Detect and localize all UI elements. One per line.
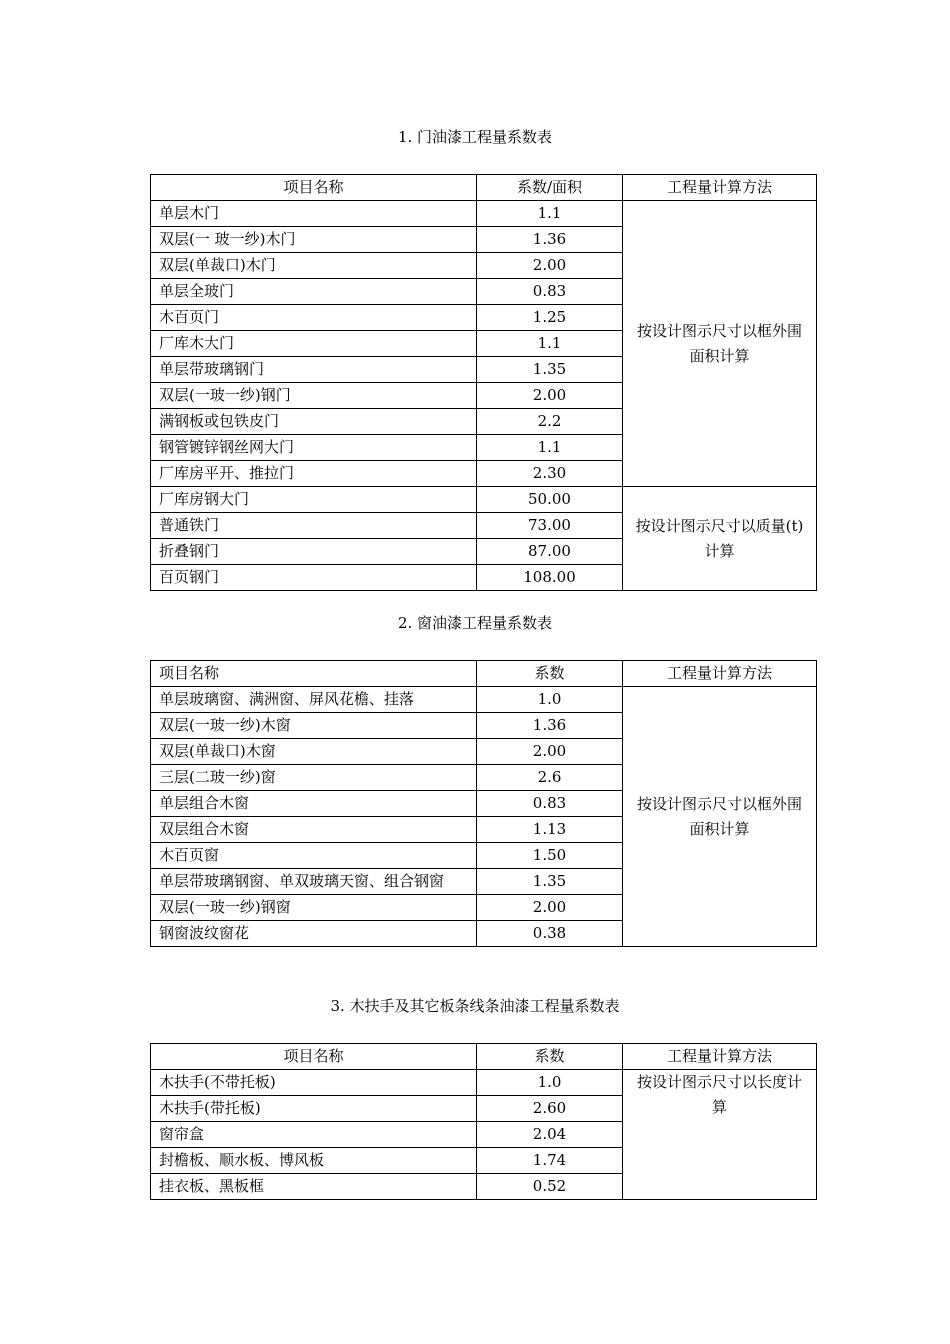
- item-name: 普通铁门: [151, 513, 477, 539]
- item-name: 木百页窗: [151, 843, 477, 869]
- coefficient: 1.35: [477, 869, 623, 895]
- coefficient: 0.38: [477, 921, 623, 947]
- calc-method: 按设计图示尺寸以框外围面积计算: [623, 687, 817, 947]
- table-header-row: [151, 1044, 817, 1070]
- coefficient: 1.25: [477, 305, 623, 331]
- coefficient: 1.13: [477, 817, 623, 843]
- item-name: 双层(一玻一纱)钢门: [151, 383, 477, 409]
- coefficient: 0.52: [477, 1174, 623, 1200]
- item-name: 双层(一玻一纱)木窗: [151, 713, 477, 739]
- item-name: 单层带玻璃钢窗、单双玻璃天窗、组合钢窗: [151, 869, 477, 895]
- item-name: 单层带玻璃钢门: [151, 357, 477, 383]
- item-name: 厂库木大门: [151, 331, 477, 357]
- item-name: 双层(一玻一纱)钢窗: [151, 895, 477, 921]
- header-item-name: 项目名称: [151, 1044, 477, 1070]
- header-method: 工程量计算方法: [623, 661, 817, 687]
- coefficient: 2.00: [477, 895, 623, 921]
- item-name: 单层木门: [151, 201, 477, 227]
- door-coefficient-table: [150, 174, 817, 591]
- header-coefficient: 系数: [477, 1044, 623, 1070]
- item-name: 挂衣板、黑板框: [151, 1174, 477, 1200]
- item-name: 封檐板、顺水板、博风板: [151, 1148, 477, 1174]
- window-coefficient-table: [150, 660, 817, 947]
- coefficient: 2.60: [477, 1096, 623, 1122]
- item-name: 三层(二玻一纱)窗: [151, 765, 477, 791]
- coefficient: 1.35: [477, 357, 623, 383]
- coefficient: 1.1: [477, 331, 623, 357]
- section-title-windows: 2. 窗油漆工程量系数表: [397, 614, 553, 632]
- coefficient: 2.30: [477, 461, 623, 487]
- item-name: 钢管镀锌钢丝网大门: [151, 435, 477, 461]
- coefficient: 1.0: [477, 687, 623, 713]
- coefficient: 1.74: [477, 1148, 623, 1174]
- item-name: 单层组合木窗: [151, 791, 477, 817]
- handrail-coefficient-table: [150, 1043, 817, 1200]
- coefficient: 0.83: [477, 791, 623, 817]
- coefficient: 2.00: [477, 253, 623, 279]
- header-method: 工程量计算方法: [623, 1044, 817, 1070]
- item-name: 双层(单裁口)木窗: [151, 739, 477, 765]
- item-name: 厂库房平开、推拉门: [151, 461, 477, 487]
- item-name: 木百页门: [151, 305, 477, 331]
- coefficient: 2.6: [477, 765, 623, 791]
- table-header-row: [151, 661, 817, 687]
- calc-method: 按设计图示尺寸以质量(t)计算: [623, 487, 817, 591]
- coefficient: 1.50: [477, 843, 623, 869]
- item-name: 木扶手(带托板): [151, 1096, 477, 1122]
- item-name: 百页钢门: [151, 565, 477, 591]
- coefficient: 2.2: [477, 409, 623, 435]
- coefficient: 108.00: [477, 565, 623, 591]
- coefficient: 1.0: [477, 1070, 623, 1096]
- item-name: 双层组合木窗: [151, 817, 477, 843]
- coefficient: 2.04: [477, 1122, 623, 1148]
- item-name: 窗帘盒: [151, 1122, 477, 1148]
- table-row: [151, 487, 817, 513]
- header-item-name: 项目名称: [151, 175, 477, 201]
- table-row: [151, 1070, 817, 1096]
- header-coefficient: 系数/面积: [477, 175, 623, 201]
- calc-method: 按设计图示尺寸以长度计算: [623, 1070, 817, 1200]
- item-name: 厂库房钢大门: [151, 487, 477, 513]
- coefficient: 1.36: [477, 713, 623, 739]
- coefficient: 1.36: [477, 227, 623, 253]
- header-coefficient: 系数: [477, 661, 623, 687]
- coefficient: 87.00: [477, 539, 623, 565]
- table-row: [151, 687, 817, 713]
- item-name: 双层(单裁口)木门: [151, 253, 477, 279]
- item-name: 满钢板或包铁皮门: [151, 409, 477, 435]
- coefficient: 73.00: [477, 513, 623, 539]
- section-title-handrails: 3. 木扶手及其它板条线条油漆工程量系数表: [330, 997, 620, 1015]
- calc-method: 按设计图示尺寸以框外围面积计算: [623, 201, 817, 487]
- coefficient: 2.00: [477, 739, 623, 765]
- item-name: 钢窗波纹窗花: [151, 921, 477, 947]
- item-name: 单层玻璃窗、满洲窗、屏风花檐、挂落: [151, 687, 477, 713]
- coefficient: 50.00: [477, 487, 623, 513]
- coefficient: 1.1: [477, 435, 623, 461]
- header-item-name: 项目名称: [151, 661, 477, 687]
- table-header-row: [151, 175, 817, 201]
- coefficient: 1.1: [477, 201, 623, 227]
- section-title-doors: 1. 门油漆工程量系数表: [397, 128, 553, 146]
- coefficient: 2.00: [477, 383, 623, 409]
- item-name: 折叠钢门: [151, 539, 477, 565]
- item-name: 单层全玻门: [151, 279, 477, 305]
- item-name: 木扶手(不带托板): [151, 1070, 477, 1096]
- header-method: 工程量计算方法: [623, 175, 817, 201]
- table-row: [151, 201, 817, 227]
- coefficient: 0.83: [477, 279, 623, 305]
- item-name: 双层(一 玻一纱)木门: [151, 227, 477, 253]
